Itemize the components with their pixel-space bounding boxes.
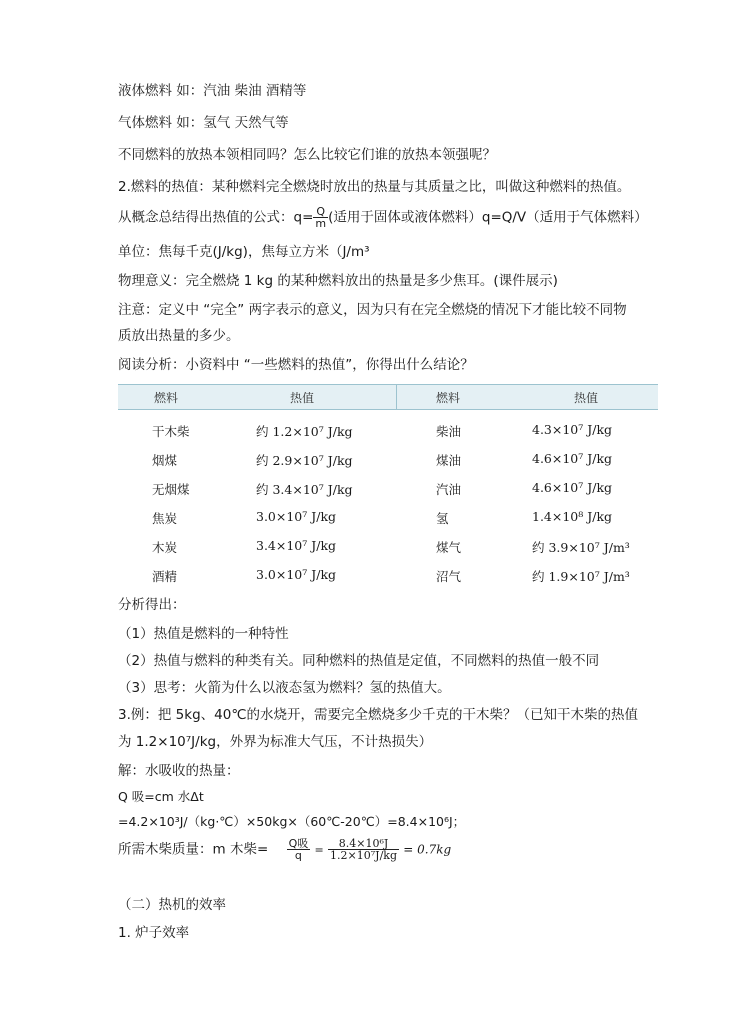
fuel-name: 氢	[436, 511, 449, 526]
fuel-name: 烟煤	[152, 453, 178, 468]
text-line: （2）热值与燃料的种类有关。同种燃料的热值是定值，不同燃料的热值一般不同	[118, 653, 600, 669]
header-cell: 热值	[574, 391, 599, 405]
text-line: 注意：定义中 “完全” 两字表示的意义，因为只有在完全燃烧的情况下才能比较不同物	[118, 302, 627, 318]
text-line: 气体燃料 如：氢气 天然气等	[118, 115, 289, 131]
text-line: 2.燃料的热值：某种燃料完全燃烧时放出的热量与其质量之比，叫做这种燃料的热值。	[118, 179, 631, 195]
table-row	[118, 451, 658, 471]
heat-value: 约 1.2×10⁷ J/kg	[256, 424, 353, 439]
text-line: 解：水吸收的热量：	[118, 763, 240, 779]
header-divider	[396, 385, 397, 409]
fuel-name: 焦炭	[152, 511, 178, 526]
text-line: 不同燃料的放热本领相同吗？怎么比较它们谁的放热本领强呢？	[118, 147, 496, 163]
fraction-numerator: Q吸	[288, 837, 309, 850]
heat-value: 约 1.9×10⁷ J/m³	[532, 569, 630, 584]
text-line: 质放出热量的多少。	[118, 328, 240, 344]
fuel-name: 煤气	[436, 540, 462, 555]
fuel-name: 汽油	[436, 482, 462, 497]
formula-line	[118, 206, 648, 229]
table-header	[118, 384, 658, 410]
text-line: 3.例：把 5kg、40℃的水烧开，需要完全燃烧多少千克的干木柴？（已知干木柴的热值	[118, 707, 638, 723]
heat-value: 约 3.4×10⁷ J/kg	[256, 482, 353, 497]
header-cell: 燃料	[436, 391, 461, 405]
fraction-q-over-q	[287, 838, 311, 861]
table-row	[118, 422, 658, 442]
text-line: 物理意义：完全燃烧 1 kg 的某种燃料放出的热量是多少焦耳。(课件展示)	[118, 273, 558, 289]
fraction-denominator: m	[315, 217, 327, 230]
fuel-name: 沼气	[436, 569, 462, 584]
fraction-q-over-m	[313, 206, 328, 229]
text-line: 单位：焦每千克(J/kg)，焦每立方米（J/m³	[118, 244, 370, 260]
formula-result: = 0.7kg	[403, 842, 452, 857]
fuel-name: 无烟煤	[152, 482, 190, 497]
formula-prefix: 从概念总结得出热值的公式：q=	[118, 209, 314, 226]
heat-value: 3.4×10⁷ J/kg	[256, 538, 337, 553]
table-row	[118, 538, 658, 558]
section-heading: （二）热机的效率	[118, 897, 226, 913]
fuel-name: 煤油	[436, 453, 462, 468]
text-line: 为 1.2×10⁷J/kg，外界为标准大气压，不计热损失）	[118, 734, 433, 750]
fraction-numerator: Q	[313, 206, 328, 218]
table-row	[118, 567, 658, 587]
fraction-heat-values	[328, 838, 399, 861]
fuel-name: 木炭	[152, 540, 178, 555]
fraction-denominator: q	[294, 849, 302, 862]
subsection-heading: 1. 炉子效率	[118, 925, 190, 941]
text-line: 分析得出：	[118, 597, 186, 613]
heat-value: 4.6×10⁷ J/kg	[532, 451, 613, 466]
fuel-heat-value-table	[118, 384, 658, 584]
table-row	[118, 480, 658, 500]
fuel-name: 酒精	[152, 569, 178, 584]
header-cell: 热值	[290, 391, 315, 405]
formula-prefix: 所需木柴质量：m 木柴=	[118, 841, 269, 858]
text-line: Q 吸=cm 水Δt	[118, 789, 204, 804]
heat-value: 3.0×10⁷ J/kg	[256, 509, 337, 524]
formula-suffix: (适用于固体或液体燃料）q=Q/V（适用于气体燃料）	[328, 209, 648, 226]
text-line: =4.2×10³J/（kg·℃）×50kg×（60℃-20℃）=8.4×10⁶J；	[118, 814, 466, 829]
heat-value: 4.6×10⁷ J/kg	[532, 480, 613, 495]
text-line: 液体燃料 如：汽油 柴油 酒精等	[118, 83, 307, 99]
text-line: 阅读分析：小资料中 “一些燃料的热值”，你得出什么结论？	[118, 357, 474, 373]
heat-value: 约 3.9×10⁷ J/m³	[532, 540, 630, 555]
text-line: （3）思考：火箭为什么以液态氢为燃料？氢的热值大。	[118, 680, 451, 696]
heat-value: 4.3×10⁷ J/kg	[532, 422, 613, 437]
text-line: （1）热值是燃料的一种特性	[118, 626, 289, 642]
table-row	[118, 509, 658, 529]
heat-value: 约 2.9×10⁷ J/kg	[256, 453, 353, 468]
heat-value: 1.4×10⁸ J/kg	[532, 509, 613, 524]
fuel-name: 干木柴	[152, 424, 190, 439]
heat-value: 3.0×10⁷ J/kg	[256, 567, 337, 582]
header-cell: 燃料	[154, 391, 179, 405]
fuel-name: 柴油	[436, 424, 462, 439]
fraction-numerator: 8.4×10⁶J	[328, 838, 399, 850]
formula-line: 所需木柴质量：m 木柴= $\frac{\text{Q吸}}{q}$ = $\frac{\text{8.4×10⁶J}}{\text{1.2×10⁷J/kg}}$ = 0.7kg	[118, 837, 452, 862]
fraction-denominator: 1.2×10⁷J/kg	[330, 849, 397, 862]
